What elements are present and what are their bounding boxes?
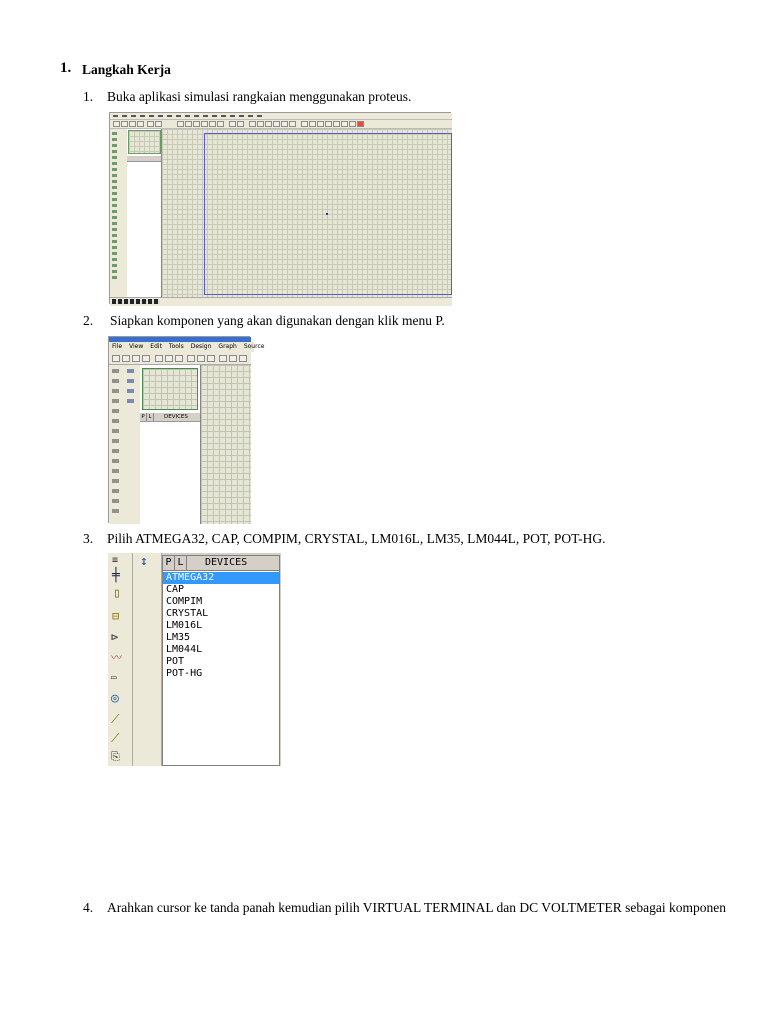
schematic-canvas — [201, 365, 251, 524]
device-list-item[interactable]: CAP — [166, 584, 185, 595]
virtual-instrument-icon[interactable]: ◎ — [111, 691, 119, 706]
device-list-item[interactable]: LM35 — [166, 632, 191, 643]
terminal-icon[interactable]: ⊟ — [112, 609, 120, 623]
device-panel — [127, 129, 162, 297]
toolbar — [109, 352, 251, 365]
library-button[interactable]: L — [175, 556, 187, 570]
device-list-panel — [162, 555, 280, 766]
menu-graph[interactable]: Graph — [218, 343, 237, 350]
device-list-item[interactable]: POT — [166, 656, 185, 667]
device-tabs — [163, 556, 279, 571]
step-2-number: 2. — [83, 313, 94, 328]
device-list-item[interactable]: ATMEGA32 — [163, 572, 279, 584]
library-button[interactable]: L — [147, 413, 154, 421]
device-list-item[interactable]: CRYSTAL — [166, 608, 209, 619]
step-4-text: Arahkan cursor ke tanda panah kemudian pilih VIRTUAL TERMINAL dan DC VOLTMETER sebagai komponen — [107, 900, 726, 915]
menu-bar — [109, 342, 265, 352]
menu-tools[interactable]: Tools — [168, 343, 184, 350]
status-bar — [110, 297, 452, 306]
mode-toolbar — [109, 365, 123, 524]
proteus-window-screenshot — [109, 112, 451, 304]
device-tabs — [140, 413, 200, 422]
menu-edit[interactable]: Edit — [150, 343, 162, 350]
menu-source[interactable]: Source — [243, 343, 265, 350]
device-list-item[interactable]: COMPIM — [166, 596, 203, 607]
capacitor-icon[interactable]: ╪ — [112, 568, 120, 583]
current-probe-icon[interactable]: ⟋ — [111, 731, 120, 745]
port-icon[interactable]: ⊳ — [111, 630, 119, 644]
battery-icon[interactable]: ▯ — [113, 586, 121, 601]
toolbar — [110, 120, 452, 129]
section-number: 1. — [60, 60, 72, 76]
tape-icon[interactable]: ▭ — [111, 673, 117, 683]
menu-view[interactable]: View — [129, 343, 144, 350]
step-4-number: 4. — [83, 900, 94, 915]
overview-window — [142, 368, 198, 410]
devices-label: DEVICES — [164, 414, 188, 420]
pick-device-button[interactable]: P — [163, 556, 175, 570]
arrow-icon[interactable]: ↕ — [140, 554, 148, 569]
menu-file[interactable]: File — [112, 343, 123, 350]
graph-icon[interactable]: ⎘ — [111, 750, 120, 763]
device-list-item[interactable]: POT-HG — [166, 668, 203, 679]
device-list-item[interactable]: LM016L — [166, 620, 203, 631]
step-1-text: Buka aplikasi simulasi rangkaian menggunakan proteus. — [107, 89, 412, 104]
device-list-screenshot — [108, 553, 281, 766]
step-2-text: Siapkan komponen yang akan digunakan dengan klik menu P. — [110, 313, 445, 328]
menu-bar — [110, 113, 452, 120]
device-panel — [140, 365, 201, 524]
voltage-probe-icon[interactable]: ⟋ — [111, 712, 120, 726]
step-3-number: 3. — [83, 531, 94, 546]
mode-toolbar — [108, 553, 133, 766]
device-list — [163, 572, 279, 680]
device-list-item[interactable]: LM044L — [166, 644, 203, 655]
junction-icon[interactable]: ≡ — [112, 555, 119, 566]
section-title: Langkah Kerja — [82, 62, 171, 77]
step-3-text: Pilih ATMEGA32, CAP, COMPIM, CRYSTAL, LM016L, LM35, LM044L, POT, POT-HG. — [107, 531, 606, 546]
devices-label: DEVICES — [205, 557, 248, 568]
proteus-device-panel-screenshot — [108, 336, 265, 523]
generator-icon[interactable]: 〰 — [111, 651, 122, 664]
menu-design[interactable]: Design — [190, 343, 212, 350]
step-1-number: 1. — [83, 89, 94, 104]
pick-device-button[interactable]: P — [140, 413, 147, 421]
schematic-canvas — [162, 129, 452, 297]
